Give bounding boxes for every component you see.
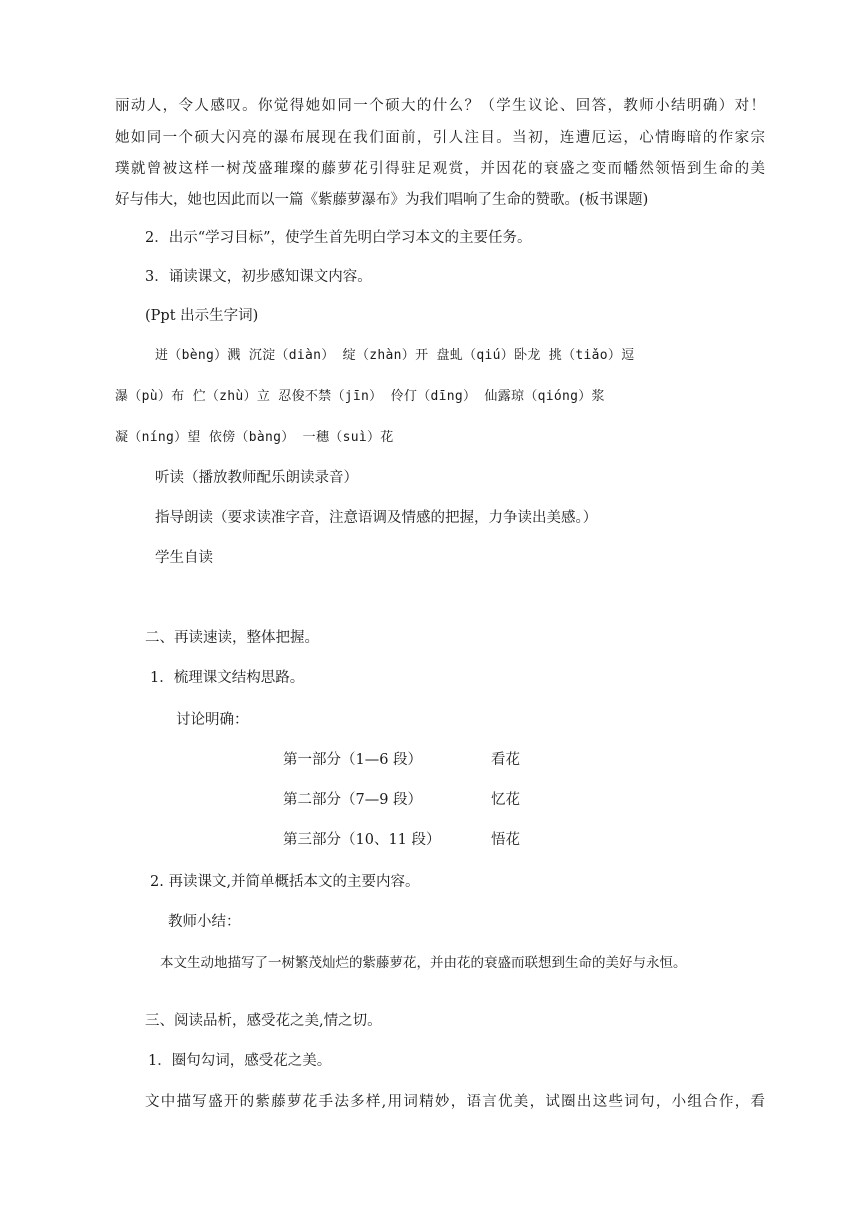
s3-item-1: 1．圈句勾词，感受花之美。 <box>148 1053 332 1069</box>
intro-line: 丽动人，令人感叹。你觉得她如同一个硕大的什么？（学生议论、回答，教师小结明确）对！ <box>115 98 765 114</box>
intro-line: 好与伟大，她也因此而以一篇《紫藤萝瀑布》为我们唱响了生命的赞歌。(板书课题) <box>115 192 649 208</box>
summary-text: 本文生动地描写了一树繁茂灿烂的紫藤萝花，并由花的衰盛而联想到生命的美好与永恒。 <box>160 955 687 971</box>
discuss-label: 讨论明确： <box>176 712 249 728</box>
step-3: 3．诵读课文，初步感知课文内容。 <box>145 269 372 285</box>
vocab-line: 瀑（pù）布 伫（zhù）立 忍俊不禁（jīn） 伶仃（dīng） 仙露琼（qióng）浆 <box>115 389 605 404</box>
step-2: 2．出示“学习目标”，使学生首先明白学习本文的主要任务。 <box>145 230 532 246</box>
intro-line: 她如同一个硕大闪亮的瀑布展现在我们面前，引人注目。当初，连遭厄运，心情晦暗的作家宗 <box>115 130 765 146</box>
teacher-summary-label: 教师小结： <box>168 914 241 930</box>
intro-line: 璞就曾被这样一树茂盛璀璨的藤萝花引得驻足观赏，并因花的衰盛之变而幡然领悟到生命的美 <box>115 161 765 177</box>
s2-item-2: 2. 再读课文,并简单概括本文的主要内容。 <box>150 874 420 890</box>
self-read-step: 学生自读 <box>155 550 213 566</box>
listen-step: 听读（播放教师配乐朗读录音） <box>155 470 358 486</box>
structure-topic: 悟花 <box>491 832 520 848</box>
structure-part: 第二部分（7—9 段） <box>283 792 423 808</box>
section-heading: 三、阅读品析，感受花之美,情之切。 <box>145 1013 382 1029</box>
s2-item-1: 1．梳理课文结构思路。 <box>150 670 305 686</box>
structure-topic: 看花 <box>491 752 520 768</box>
vocab-line: 凝（níng）望 依傍（bàng） 一穗（suì）花 <box>115 430 394 445</box>
structure-topic: 忆花 <box>491 792 520 808</box>
ppt-note: (Ppt 出示生字词) <box>145 308 259 324</box>
vocab-line: 迸（bèng）溅 沉淀（diàn） 绽（zhàn）开 盘虬（qiú）卧龙 挑（tiǎo）逗 <box>155 348 635 363</box>
structure-part: 第一部分（1—6 段） <box>283 752 423 768</box>
section-heading: 二、再读速读，整体把握。 <box>145 630 319 646</box>
structure-part: 第三部分（10、11 段） <box>283 832 441 848</box>
s3-text: 文中描写盛开的紫藤萝花手法多样,用词精妙，语言优美，试圈出这些词句，小组合作，看 <box>145 1094 765 1110</box>
guide-step: 指导朗读（要求读准字音，注意语调及情感的把握，力争读出美感。） <box>155 510 598 526</box>
